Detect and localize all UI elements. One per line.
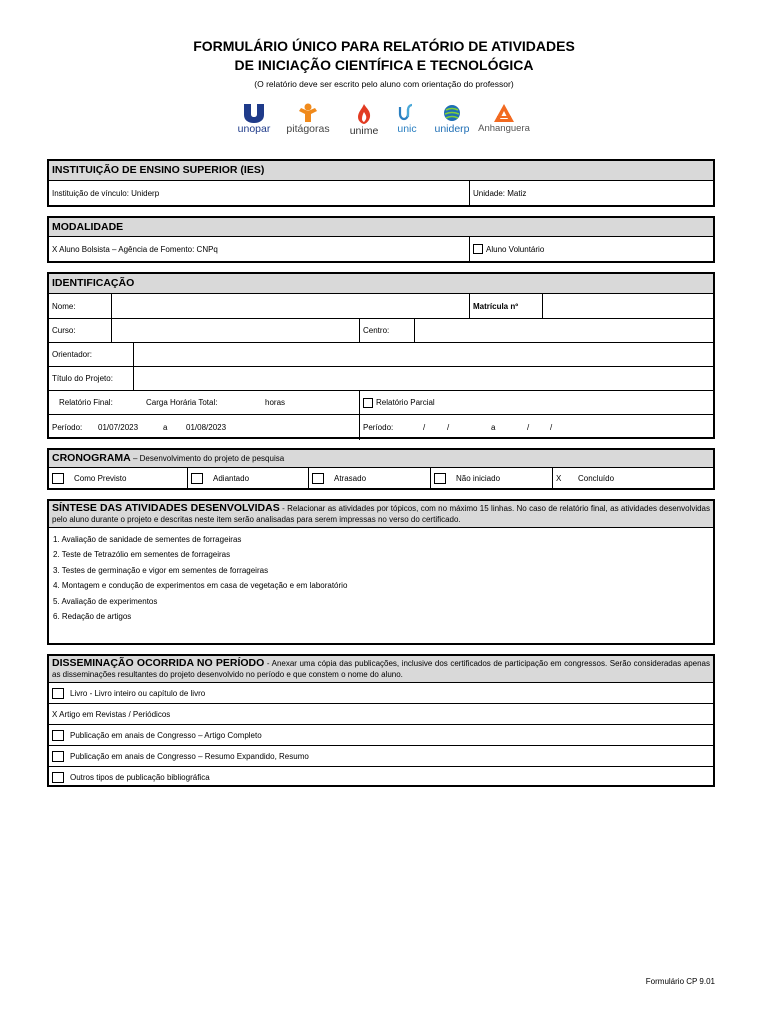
activity-item: 3. Testes de germinação e vigor em sementes de forrageiras [53,565,269,575]
centro-field[interactable] [414,319,713,342]
disseminacao-desc: - Anexar uma cópia das publicações, inclusive dos certificados de participação em congressos. Serão consideradas apenas as disseminações resultantes do projeto desenvolvido no período e que constem o nome do aluno. [52,659,710,679]
periodo2-label: Período: [359,415,409,440]
orientador-field[interactable] [133,343,713,366]
ies-row [49,181,713,205]
activity-item: 4. Montagem e condução de experimentos em casa de vegetação e em laboratório [53,581,348,591]
bolsista-option[interactable]: X Aluno Bolsista – Agência de Fomento: CNPq [52,244,218,254]
carga-horaria-label: Carga Horária Total: [146,398,218,407]
cronograma-option-atrasado[interactable]: Atrasado [308,468,430,488]
cronograma-desc: – Desenvolvimento do projeto de pesquisa [130,454,285,463]
livro-checkbox[interactable] [52,688,64,699]
cronograma-option-como-previsto[interactable]: Como Previsto [49,468,187,488]
anais-resumo-label: Publicação em anais de Congresso – Resumo Expandido, Resumo [70,751,309,761]
outros-checkbox[interactable] [52,772,64,783]
identificacao-section [47,272,715,439]
ies-header: INSTITUIÇÃO DE ENSINO SUPERIOR (IES) [49,161,713,181]
cronograma-option-concluido[interactable]: X Concluído [552,468,713,488]
periodo2-slash-3: / [527,423,530,432]
disseminacao-header [49,656,713,683]
anhanguera-logo: Anhanguera [476,103,532,134]
voluntario-checkbox[interactable] [473,244,483,254]
unime-logo: unime [344,103,384,137]
periodo-label: Período: [52,423,83,432]
sintese-section [47,499,715,645]
relatorio-row [49,390,713,414]
curso-label: Curso: [52,326,76,335]
titulo-row [49,366,713,390]
modalidade-row [49,237,713,261]
cronograma-options [49,468,713,488]
dissem-anais-resumo-row[interactable] [49,745,713,766]
cronograma-title: CRONOGRAMA [52,452,131,464]
identificacao-header: IDENTIFICAÇÃO [49,274,713,294]
periodo2-a: a [491,423,496,432]
cronograma-option-nao-iniciado[interactable]: Não iniciado [430,468,552,488]
institution-logos [230,103,530,141]
dissem-artigo-row[interactable] [49,703,713,724]
concluido-mark: X [556,473,562,483]
form-title-line1: FORMULÁRIO ÚNICO PARA RELATÓRIO DE ATIVIDADES [193,38,575,54]
ies-section [47,159,715,207]
dissem-livro-row[interactable] [49,683,713,703]
voluntario-label: Aluno Voluntário [486,244,545,254]
centro-label: Centro: [359,319,414,342]
cronograma-section [47,448,715,490]
disseminacao-section [47,654,715,787]
uniderp-icon [442,103,462,123]
anhanguera-icon [493,103,515,123]
horas-label: horas [265,398,286,407]
periodo-a: a [163,423,168,432]
pitagoras-logo: pitágoras [280,103,336,135]
nome-row [49,294,713,318]
anais-resumo-checkbox[interactable] [52,751,64,762]
periodo2-slash-2: / [447,423,450,432]
livro-label: Livro - Livro inteiro ou capítulo de livro [70,688,206,698]
periodo2-slash-1: / [423,423,426,432]
unopar-logo: unopar [230,103,278,135]
unic-icon [398,103,416,123]
periodo-fim[interactable]: 01/08/2023 [186,423,227,432]
activity-item: 6. Redação de artigos [53,611,132,621]
modalidade-header: MODALIDADE [49,218,713,237]
activity-item: 2. Teste de Tetrazólio em sementes de forrageiras [53,550,231,560]
unopar-icon [243,103,265,123]
nome-field[interactable] [111,294,469,318]
disseminacao-title: DISSEMINAÇÃO OCORRIDA NO PERÍODO [52,657,265,669]
relatorio-final-label: Relatório Final: [59,398,113,407]
activity-item: 5. Avaliação de experimentos [53,596,158,606]
anais-completo-label: Publicação em anais de Congresso – Artigo Completo [70,730,262,740]
matricula-label: Matrícula nº [469,294,542,318]
orientador-row [49,342,713,366]
activity-item: 1. Avaliação de sanidade de sementes de forrageiras [53,535,242,544]
relatorio-parcial-label: Relatório Parcial [376,398,435,407]
periodo-inicio[interactable]: 01/07/2023 [98,423,139,432]
outros-label: Outros tipos de publicação bibliográfica [70,772,210,782]
sintese-activities [49,528,713,624]
orientador-label: Orientador: [52,350,93,359]
modalidade-section [47,216,715,263]
curso-row [49,318,713,342]
cronograma-option-adiantado[interactable]: Adiantado [187,468,308,488]
nao-iniciado-checkbox[interactable] [434,473,446,484]
curso-field[interactable] [111,319,359,342]
uniderp-logo: uniderp [431,103,473,135]
como-previsto-checkbox[interactable] [52,473,64,484]
adiantado-checkbox[interactable] [191,473,203,484]
voluntario-option[interactable] [469,237,713,261]
ies-unidade[interactable]: Unidade: Matiz [469,181,713,205]
ies-vinculo[interactable]: Instituição de vínculo: Uniderp [52,188,160,198]
nome-label: Nome: [52,301,76,311]
unime-icon [356,103,372,125]
matricula-field[interactable] [542,294,713,318]
periodo-row [49,414,713,440]
sintese-header [49,501,713,528]
form-code: Formulário CP 9.01 [645,977,715,986]
relatorio-parcial-checkbox[interactable] [363,398,373,408]
relatorio-parcial-option[interactable] [359,391,713,414]
sintese-desc: - Relacionar as atividades por tópicos, com no máximo 15 linhas. No caso de relatório final, as atividades desenvolvidas pelo aluno durante o projeto e descritas neste item serão analisadas para serem impressas no verso do certificado. [52,504,710,524]
dissem-anais-completo-row[interactable] [49,724,713,745]
pitagoras-icon [297,103,319,123]
dissem-outros-row[interactable] [49,766,713,787]
periodo2-slash-4: / [550,423,553,432]
sintese-title: SÍNTESE DAS ATIVIDADES DESENVOLVIDAS [52,502,280,514]
titulo-field[interactable] [133,367,713,390]
form-subtitle: (O relatório deve ser escrito pelo aluno com orientação do professor) [254,79,514,89]
atrasado-checkbox[interactable] [312,473,324,484]
artigo-label: X Artigo em Revistas / Periódicos [52,709,171,719]
form-title-line2: DE INICIAÇÃO CIENTÍFICA E TECNOLÓGICA [234,57,534,73]
unic-logo: unic [390,103,424,135]
anais-completo-checkbox[interactable] [52,730,64,741]
cronograma-header [49,450,713,468]
titulo-label: Título do Projeto: [52,374,113,383]
